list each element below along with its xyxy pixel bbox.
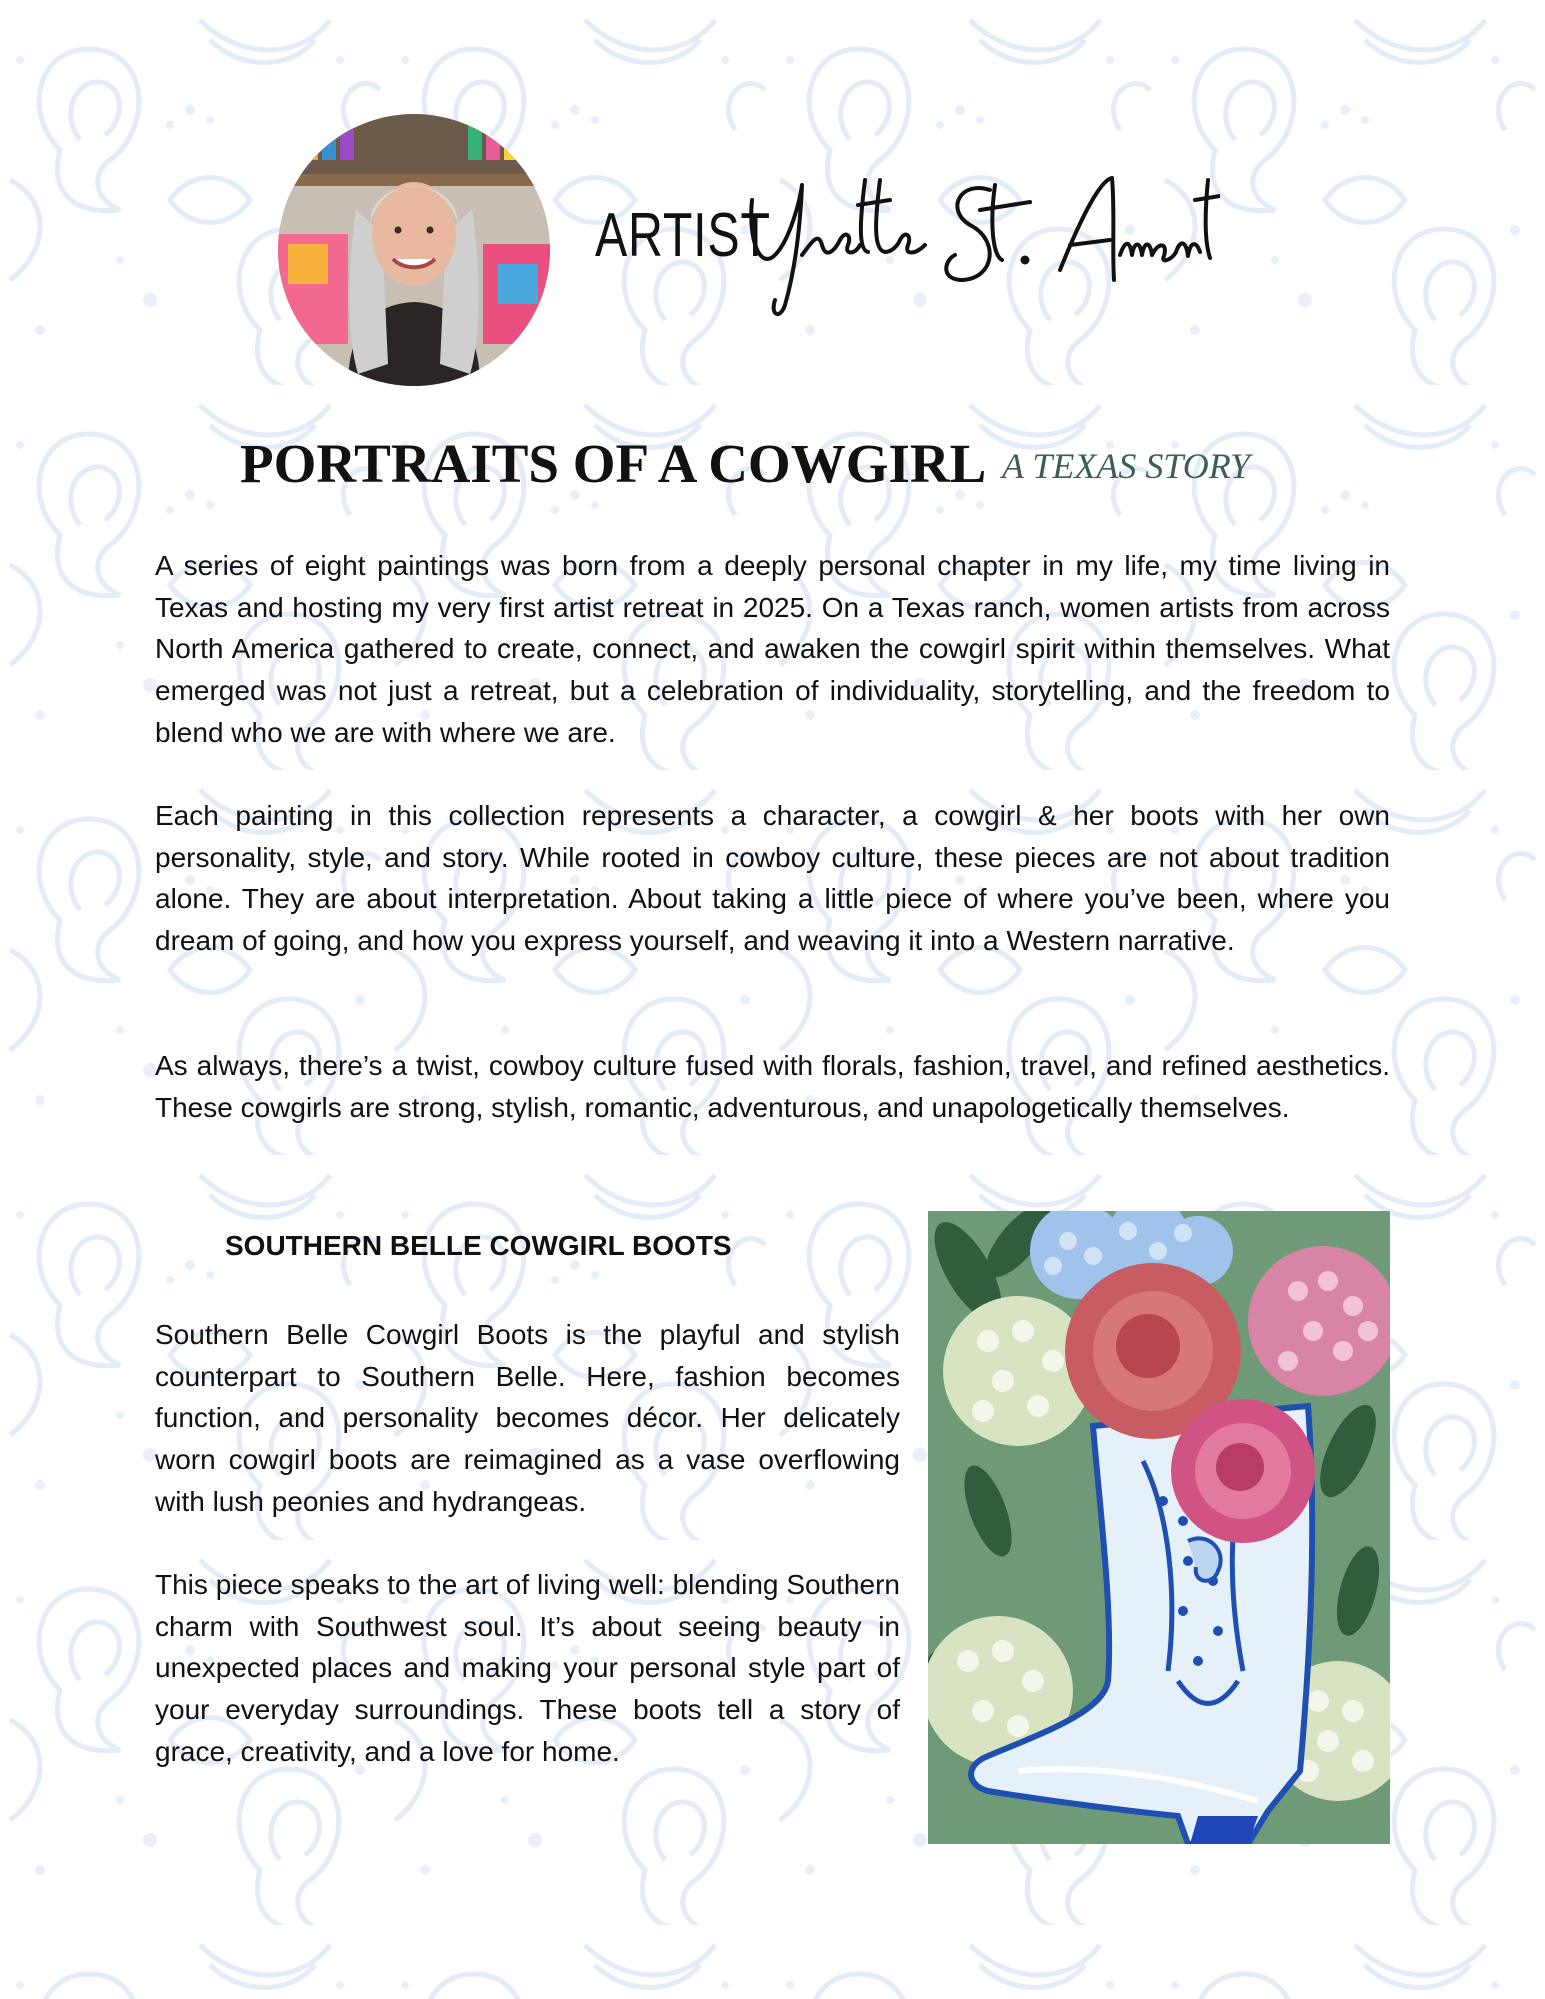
intro-paragraph-2: Each painting in this collection represents a character, a cowgirl & her boots with her own personality, style, and story. While rooted in cowboy culture, these pieces are not about tradition alone. They are about interpretation. About taking a little piece of where you’ve been, where you dream of going, and how you express yourself, and weaving it into a Western narrative. [155,800,1390,957]
page-title: PORTRAITS OF A COWGIRL [240,433,987,494]
intro-paragraph-1: A series of eight paintings was born from a deeply personal chapter in my life, my time living in Texas and hosting my very first artist retreat in 2025. On a Texas ranch, women artists from across North America gathered to create, connect, and awaken the cowgirl spirit within themselves. What emerged was not just a retreat, but a celebration of individuality, storytelling, and the freedom to blend who we are with where we are. [155,550,1390,748]
feature-paragraph-1: Southern Belle Cowgirl Boots is the playful and stylish counterpart to Southern Belle. Here, fashion becomes function, and personality becomes décor. Her delicately worn cowgirl boots are reimagined as a vase overflowing with lush peonies and hydrangeas. [155,1319,900,1517]
artist-avatar [278,114,550,386]
artist-signature [740,160,1220,320]
intro-paragraph-3: As always, there’s a twist, cowboy culture fused with florals, fashion, travel, and refined aesthetics. These cowgirls are strong, stylish, romantic, adventurous, and unapologetically themselves. [155,1050,1390,1123]
title-row [240,433,1340,506]
section-heading: SOUTHERN BELLE COWGIRL BOOTS [225,1230,732,1261]
artist-label: ARTIST [595,201,771,270]
feature-paragraph-2: This piece speaks to the art of living well: blending Southern charm with Southwest soul. It’s about seeing beauty in unexpected places and making your personal style part of your everyday surroundings. These boots tell a story of grace, creativity, and a love for home. [155,1569,900,1767]
painting-image [928,1211,1390,1844]
page-subtitle: A TEXAS STORY [1002,446,1251,486]
